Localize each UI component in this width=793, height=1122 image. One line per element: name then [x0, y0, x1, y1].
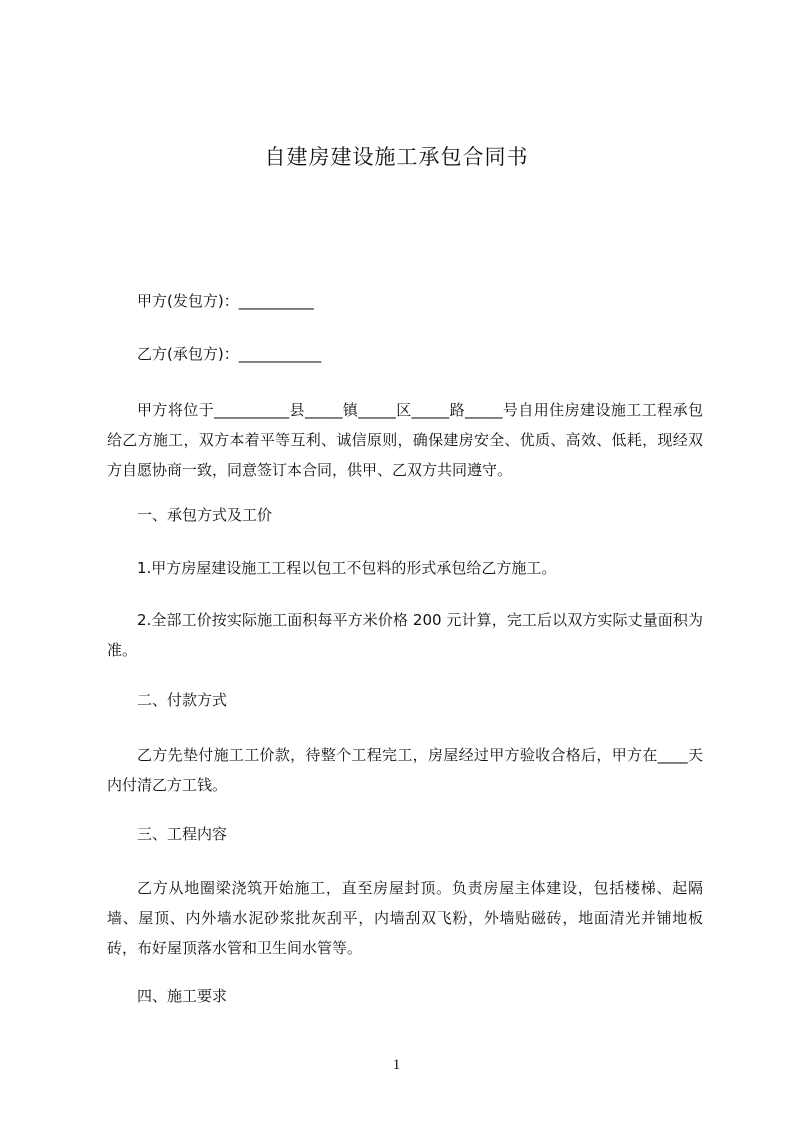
clause-2-paragraph: 2.全部工价按实际施工面积每平方米价格 200 元计算，完工后以双方实际丈量面积为准。	[107, 611, 703, 659]
intro-paragraph: 甲方将位于__________县_____镇_____区_____路_____号自用住房建设施工工程承包给乙方施工，双方本着平等互利、诚信原则，确保建房安全、优质、高效、低耗，现经双方自愿协商一致，同意签订本合同，供甲、乙双方共同遵守。	[107, 401, 703, 479]
section-heading-construction-requirements: 四、施工要求	[137, 987, 228, 1005]
document-title: 自建房建设施工承包合同书	[264, 145, 529, 169]
party-a-line: 甲方(发包方)：__________	[137, 292, 314, 310]
payment-paragraph: 乙方先垫付施工工价款，待整个工程完工，房屋经过甲方验收合格后，甲方在____天内付清乙方工钱。	[107, 746, 703, 794]
clause-1-paragraph: 1.甲方房屋建设施工工程以包工不包料的形式承包给乙方施工。	[137, 559, 557, 577]
section-heading-payment: 二、付款方式	[137, 691, 228, 709]
page-number: 1	[392, 1057, 401, 1073]
section-heading-contract-method: 一、承包方式及工价	[137, 506, 273, 524]
section-heading-work-content: 三、工程内容	[137, 825, 228, 843]
work-content-paragraph: 乙方从地圈梁浇筑开始施工，直至房屋封顶。负责房屋主体建设，包括楼梯、起隔墙、屋顶、内外墙水泥砂浆批灰刮平，内墙刮双飞粉，外墙贴磁砖，地面清光并铺地板砖，布好屋顶落水管和卫生间水管等。	[107, 879, 703, 957]
party-b-line: 乙方(承包方)：___________	[137, 345, 322, 363]
